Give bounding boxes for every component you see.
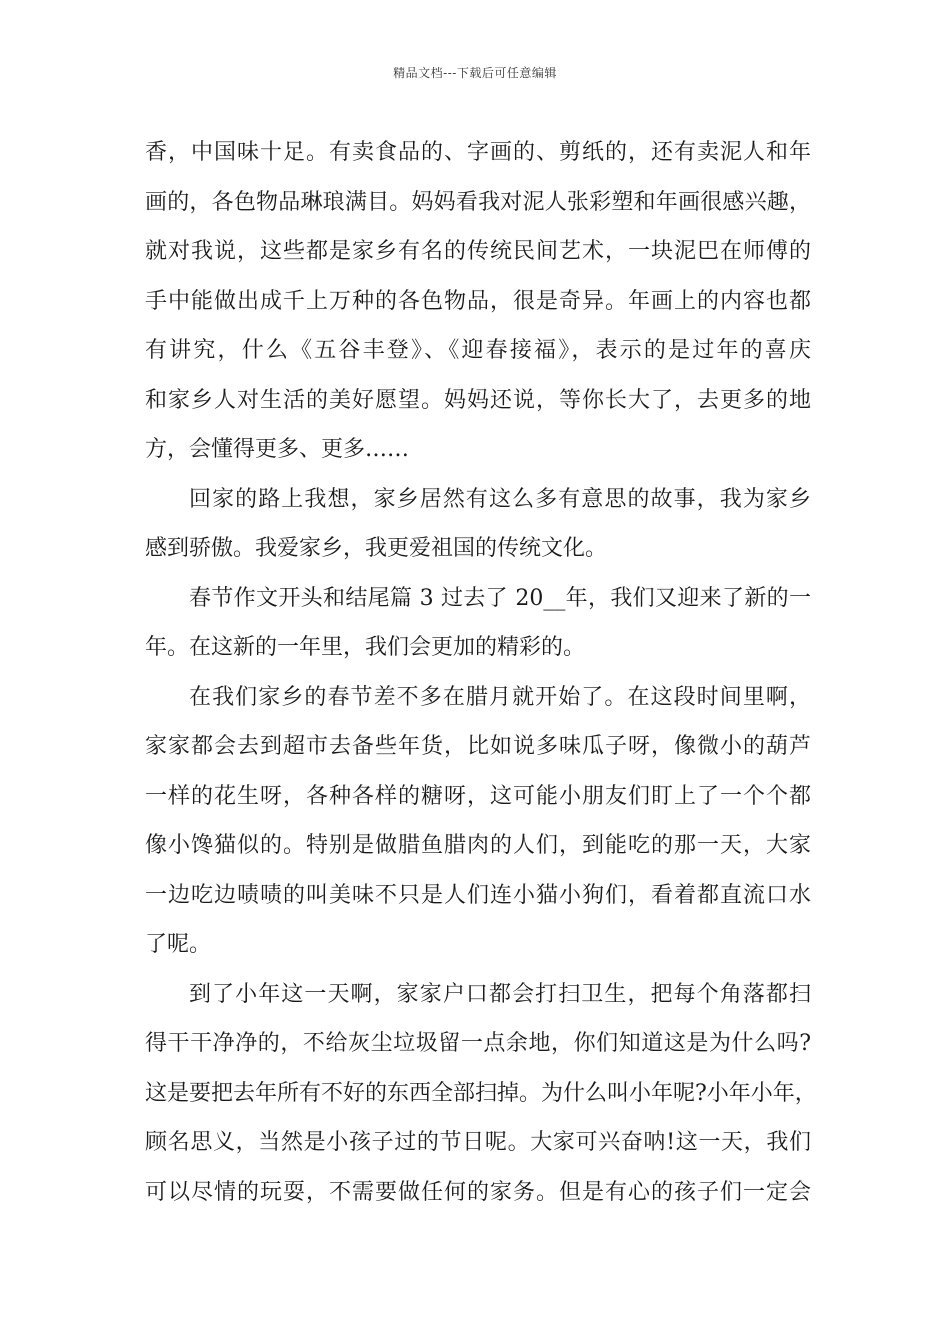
text-line: 顾名思义，当然是小孩子过的节日呢。大家可兴奋呐!这一天，我们 [145,1130,811,1155]
text-line: 到了小年这一天啊，家家户口都会打扫卫生，把每个角落都扫 [189,981,811,1007]
text-line: 香，中国味十足。有卖食品的、字画的、剪纸的，还有卖泥人和年 [145,140,811,165]
paragraph [145,128,811,475]
text-line: 回家的路上我想，家乡居然有这么多有意思的故事，我为家乡 [189,486,811,512]
paragraph [145,574,811,673]
document-body [145,128,817,1217]
paragraph [145,475,811,574]
text-line: 就对我说，这些都是家乡有名的传统民间艺术，一块泥巴在师傅的 [145,239,811,264]
text-line: 可以尽情的玩耍，不需要做任何的家务。但是有心的孩子们一定会 [145,1179,811,1205]
text-line: 春节作文开头和结尾篇 3 过去了 20__年，我们又迎来了新的一 [189,585,811,611]
text-line: 在我们家乡的春节差不多在腊月就开始了。在这段时间里啊， [189,684,811,710]
text-line: 一边吃边啧啧的叫美味不只是人们连小猫小狗们，看着都直流口水 [145,882,811,908]
text-line: 年。在这新的一年里，我们会更加的精彩的。 [145,635,586,660]
text-line: 方，会懂得更多、更多…… [145,437,410,462]
text-line: 画的，各色物品琳琅满目。妈妈看我对泥人张彩塑和年画很感兴趣， [145,189,811,215]
paragraph [145,673,811,970]
page-header: 精品文档---下载后可任意编辑 [393,66,557,80]
text-line: 感到骄傲。我爱家乡，我更爱祖国的传统文化。 [145,536,608,561]
text-line: 了呢。 [145,932,212,957]
text-line: 有讲究，什么《五谷丰登》、《迎春接福》，表示的是过年的喜庆 [145,338,811,363]
text-line: 手中能做出成千上万种的各色物品，很是奇异。年画上的内容也都 [145,288,811,314]
text-line: 像小馋猫似的。特别是做腊鱼腊肉的人们，到能吃的那一天，大家 [145,833,811,858]
text-line: 家家都会去到超市去备些年货，比如说多味瓜子呀，像微小的葫芦 [145,734,811,759]
text-line: 这是要把去年所有不好的东西全部扫掉。为什么叫小年呢?小年小年， [145,1080,817,1106]
text-line: 得干干净净的，不给灰尘垃圾留一点余地，你们知道这是为什么吗? [145,1031,811,1056]
text-line: 一样的花生呀，各种各样的糖呀，这可能小朋友们盯上了一个个都 [145,783,811,809]
text-line: 和家乡人对生活的美好愿望。妈妈还说，等你长大了，去更多的地 [145,387,811,413]
paragraph [145,970,817,1218]
